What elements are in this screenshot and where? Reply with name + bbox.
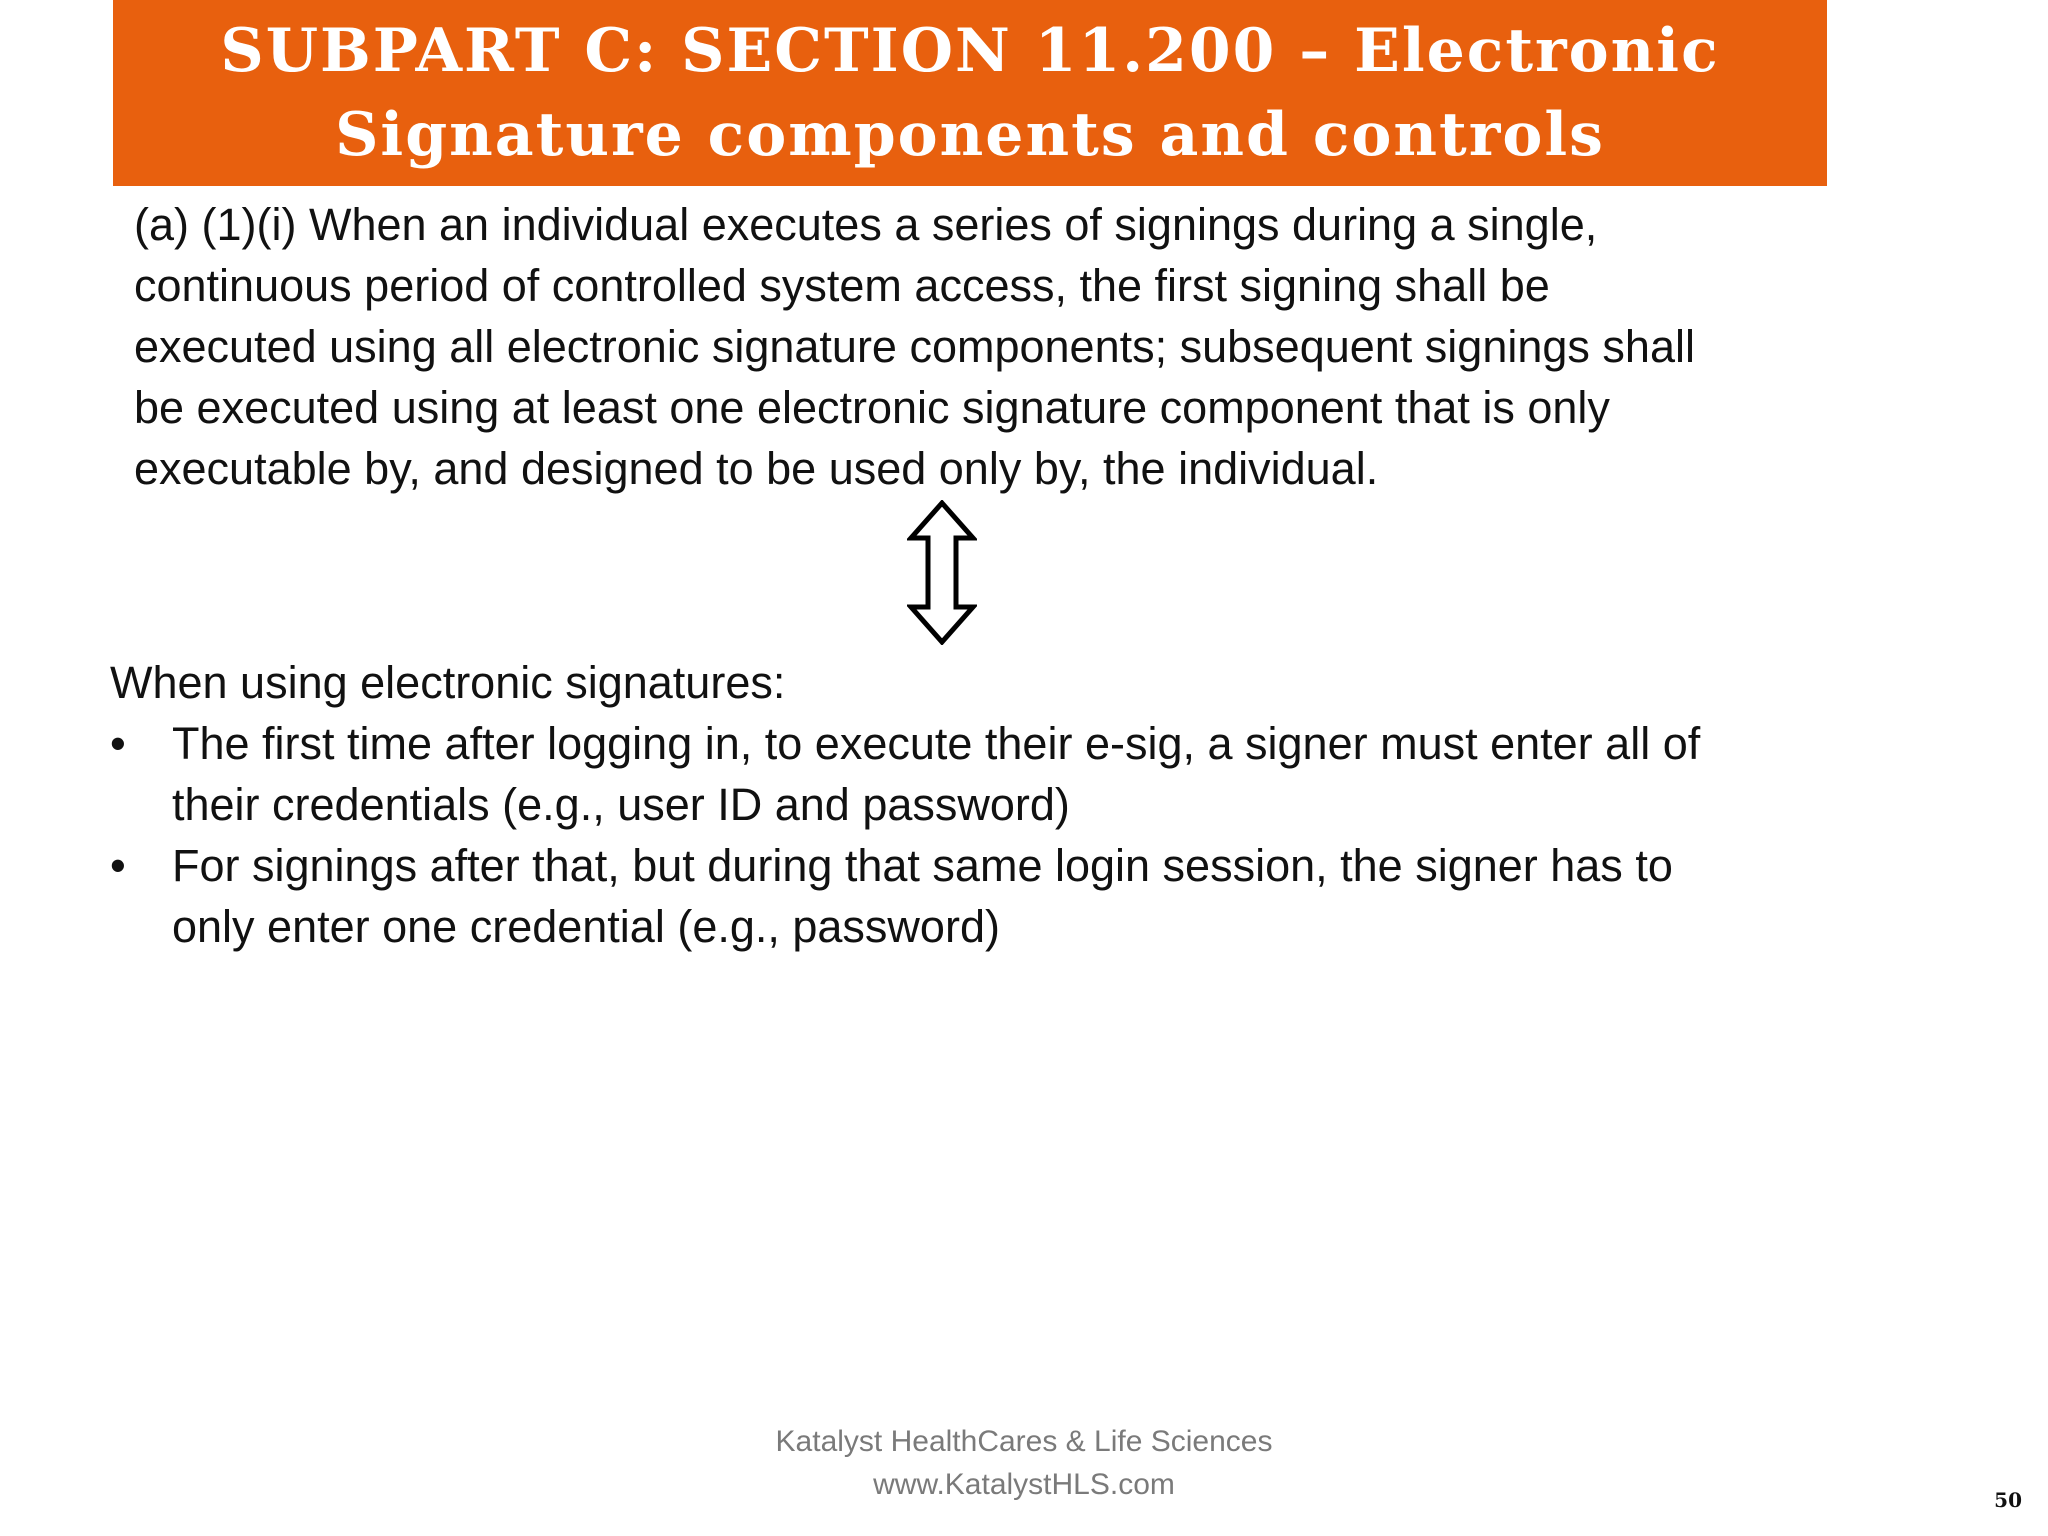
page-number: 50 bbox=[1994, 1488, 2022, 1512]
list-item bbox=[110, 713, 1860, 835]
list-item bbox=[110, 835, 1860, 957]
slide-title-line-2: Signature components and controls bbox=[335, 100, 1605, 170]
summary-section bbox=[110, 652, 1860, 957]
title-banner bbox=[113, 0, 1827, 186]
slide-title-line-1: SUBPART C: SECTION 11.200 – Electronic bbox=[220, 16, 1720, 86]
bullet-marker: • bbox=[110, 840, 126, 891]
bullet-marker: • bbox=[110, 718, 126, 769]
bullet-list bbox=[110, 713, 1860, 957]
footer bbox=[624, 1420, 1424, 1506]
regulation-line: be executed using at least one electronic signature component that is only bbox=[134, 382, 1610, 433]
bullet-text-line: only enter one credential (e.g., password) bbox=[172, 901, 1000, 952]
bullet-text-line: For signings after that, but during that same login session, the signer has to bbox=[172, 840, 1673, 891]
bullet-text-line: The first time after logging in, to execute their e-sig, a signer must enter all of bbox=[172, 718, 1701, 769]
bullet-text-line: their credentials (e.g., user ID and password) bbox=[172, 779, 1070, 830]
footer-website: www.KatalystHLS.com bbox=[873, 1468, 1175, 1501]
regulation-line: continuous period of controlled system access, the first signing shall be bbox=[134, 260, 1550, 311]
summary-intro: When using electronic signatures: bbox=[110, 657, 786, 708]
up-down-arrow-icon bbox=[907, 500, 977, 645]
regulation-line: executable by, and designed to be used only by, the individual. bbox=[134, 443, 1379, 494]
footer-company: Katalyst HealthCares & Life Sciences bbox=[775, 1425, 1273, 1458]
regulation-line: (a) (1)(i) When an individual executes a series of signings during a single, bbox=[134, 199, 1598, 250]
regulation-text bbox=[134, 194, 1834, 499]
regulation-line: executed using all electronic signature components; subsequent signings shall bbox=[134, 321, 1695, 372]
